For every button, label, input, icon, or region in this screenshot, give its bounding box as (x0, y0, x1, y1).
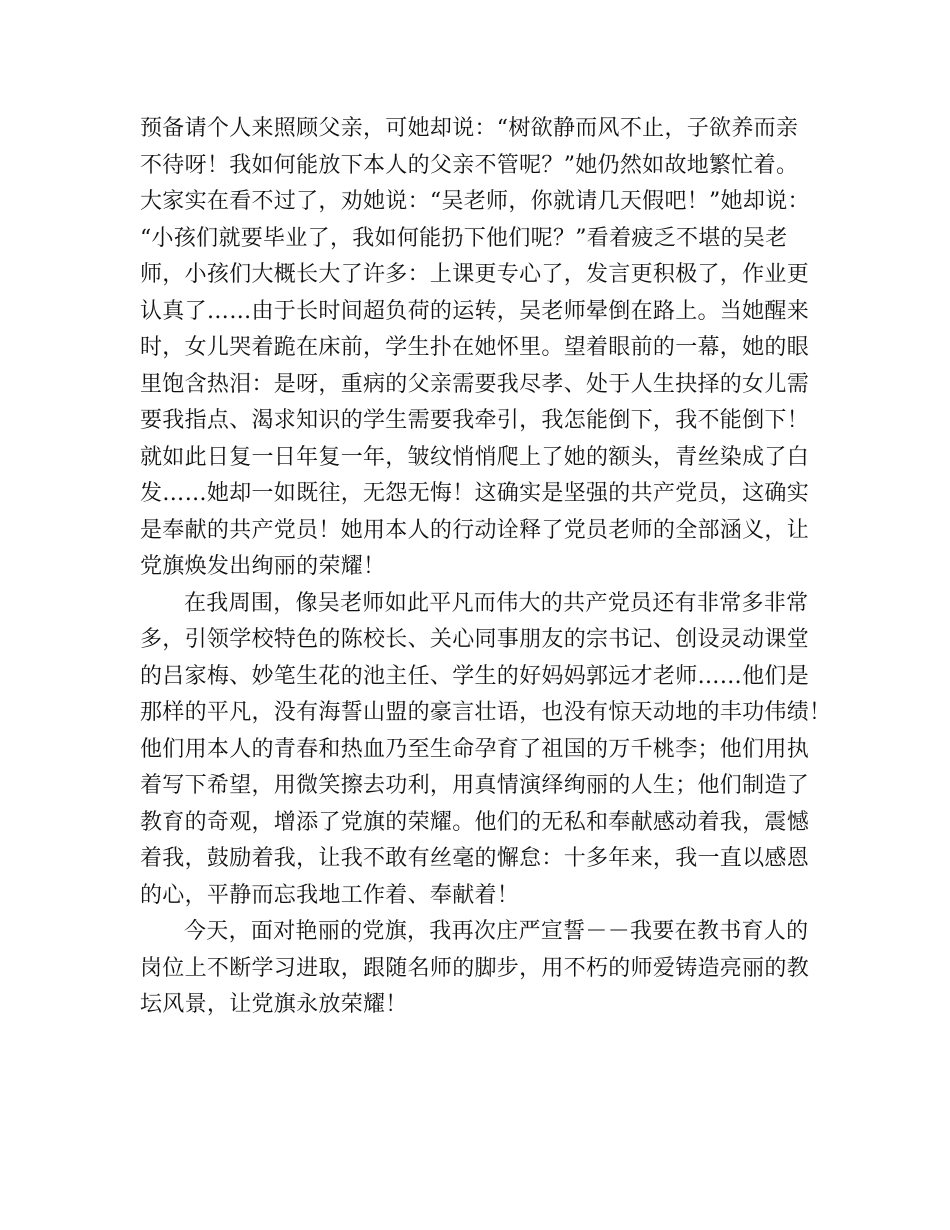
text-line: 的吕家梅、妙笔生花的池主任、学生的好妈妈郭远才老师……他们是 (140, 663, 810, 689)
text-line: “小孩们就要毕业了，我如何能扔下他们呢？”看着疲乏不堪的吴老 (140, 225, 788, 251)
text-line: 的心，平静而忘我地工作着、奉献着！ (140, 882, 520, 908)
text-line: 那样的平凡，没有海誓山盟的豪言壮语，也没有惊天动地的丰功伟绩！ (140, 700, 832, 725)
text-line: 就如此日复一日年复一年，皱纹悄悄爬上了她的额头，青丝染成了白 (140, 444, 810, 470)
text-line: 党旗焕发出绚丽的荣耀！ (140, 554, 386, 579)
text-line: 大家实在看不过了，劝她说：“吴老师，你就请几天假吧！”她却说： (140, 189, 810, 214)
text-line: 要我指点、渴求知识的学生需要我牵引，我怎能倒下，我不能倒下！ (140, 408, 810, 433)
text-line: 发……她却一如既往，无怨无悔！这确实是坚强的共产党员，这确实 (140, 481, 810, 506)
paragraph-2 (140, 586, 832, 915)
text-line: 多，引领学校特色的陈校长、关心同事朋友的宗书记、创设灵动课堂 (140, 627, 810, 652)
text-line: 今天，面对艳丽的党旗，我再次庄严宣誓－－我要在教书育人的 (184, 919, 809, 944)
text-line: 时，女儿哭着跪在床前，学生扑在她怀里。望着眼前的一幕，她的眼 (140, 335, 810, 360)
text-line: 预备请个人来照顾父亲，可她却说：“树欲静而风不止，子欲养而亲 (140, 116, 799, 141)
text-line: 着我，鼓励着我，让我不敢有丝毫的懈怠：十多年来，我一直以感恩 (140, 846, 810, 871)
document-body (140, 111, 832, 1024)
paragraph-1 (140, 111, 820, 586)
text-line: 里饱含热泪：是呀，重病的父亲需要我尽孝、处于人生抉择的女儿需 (140, 371, 810, 397)
text-line: 他们用本人的青春和热血乃至生命孕育了祖国的万千桃李；他们用执 (140, 736, 810, 762)
text-line: 岗位上不断学习进取，跟随名师的脚步，用不朽的师爱铸造亮丽的教 (140, 955, 810, 981)
text-line: 坛风景，让党旗永放荣耀！ (140, 992, 408, 1017)
text-line: 是奉献的共产党员！她用本人的行动诠释了党员老师的全部涵义，让 (140, 517, 810, 543)
text-line: 师，小孩们大概长大了许多：上课更专心了，发言更积极了，作业更 (140, 262, 810, 287)
text-line: 在我周围，像吴老师如此平凡而伟大的共产党员还有非常多非常 (184, 590, 809, 616)
text-line: 着写下希望，用微笑擦去功利，用真情演绎绚丽的人生；他们制造了 (140, 773, 810, 798)
text-line: 不待呀！我如何能放下本人的父亲不管呢？”她仍然如故地繁忙着。 (140, 152, 799, 178)
paragraph-3 (140, 914, 820, 1024)
text-line: 认真了……由于长时间超负荷的运转，吴老师晕倒在路上。当她醒来 (140, 298, 810, 324)
text-line: 教育的奇观，增添了党旗的荣耀。他们的无私和奉献感动着我，震憾 (140, 809, 810, 835)
